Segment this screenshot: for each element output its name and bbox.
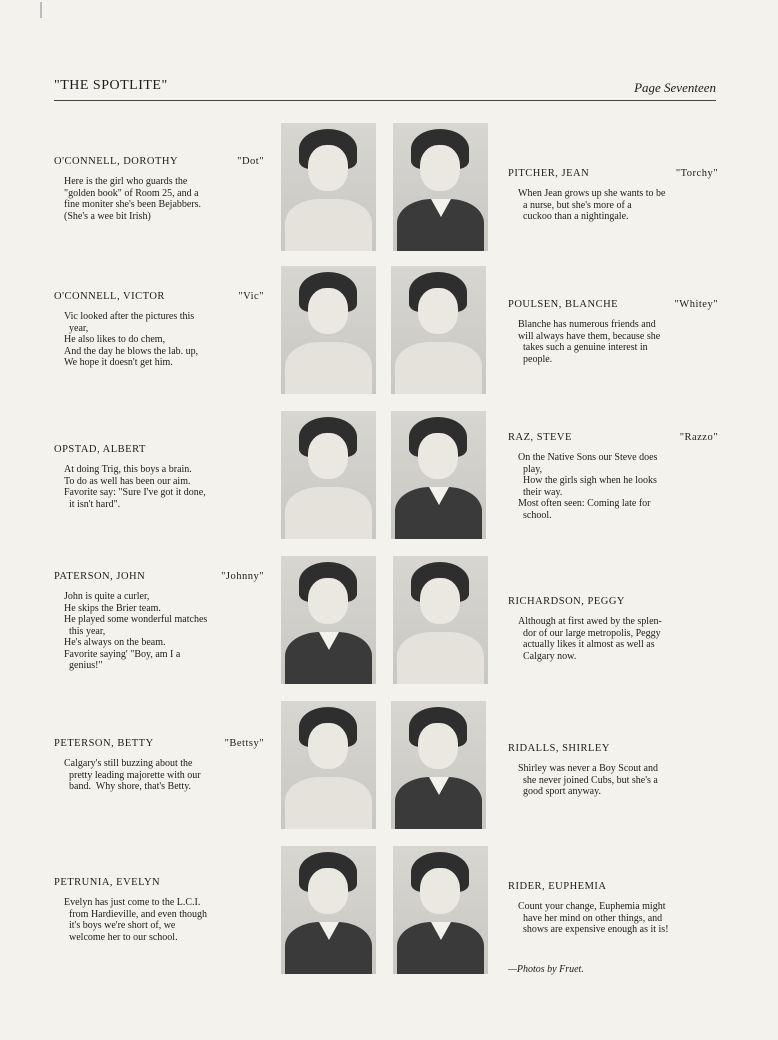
student-bio: When Jean grows up she wants to be a nurse, but she's more of a cuckoo than a nightingale.: [518, 188, 666, 222]
student-nickname: "Bettsy": [224, 738, 264, 749]
student-bio: Shirley was never a Boy Scout and she never joined Cubs, but she's a good sport anyway.: [518, 763, 658, 797]
student-photo: [391, 411, 486, 539]
student-photo: [393, 556, 488, 684]
student-bio: At doing Trig, this boys a brain. To do as well has been our aim. Favorite say: "Sure I've got it done, it isn't hard".: [64, 464, 206, 510]
student-name: OPSTAD, ALBERT: [54, 444, 146, 455]
student-nickname: "Johnny": [221, 571, 264, 582]
student-bio: Count your change, Euphemia might have her mind on other things, and shows are expensive enough as it is!: [518, 901, 669, 935]
photo-credit: —Photos by Fruet.: [508, 964, 584, 975]
page-title: "THE SPOTLITE": [54, 78, 168, 93]
student-name: O'CONNELL, DOROTHY: [54, 156, 179, 167]
student-name: O'CONNELL, VICTOR: [54, 291, 165, 302]
student-entry: [508, 168, 718, 223]
student-entry: [508, 881, 718, 936]
student-entry: [54, 156, 264, 222]
student-photo: [391, 266, 486, 394]
student-photo: [391, 701, 486, 829]
student-bio: Calgary's still buzzing about the pretty leading majorette with our band. Why shore, that's Betty.: [64, 758, 201, 792]
student-bio: Here is the girl who guards the "golden book" of Room 25, and a fine moniter she's been Bejabbers. (She's a wee bit Irish): [64, 176, 202, 222]
student-photo: [281, 846, 376, 974]
student-entry: [508, 432, 718, 521]
student-photo: [393, 123, 488, 251]
student-name: RIDER, EUPHEMIA: [508, 881, 607, 892]
student-photo: [281, 123, 376, 251]
page-number: Page Seventeen: [634, 80, 716, 95]
student-name: PITCHER, JEAN: [508, 168, 590, 179]
student-nickname: "Vic": [238, 291, 264, 302]
student-name: PATERSON, JOHN: [54, 571, 146, 582]
student-entry: [508, 299, 718, 365]
student-entry: [54, 877, 264, 943]
student-name: RIDALLS, SHIRLEY: [508, 743, 610, 754]
student-photo: [281, 556, 376, 684]
student-bio: Evelyn has just come to the L.C.I. from Hardieville, and even though it's boys we're short of, we welcome her to our school.: [64, 897, 208, 943]
student-name: RAZ, STEVE: [508, 432, 572, 443]
corner-mark: [40, 2, 48, 18]
student-nickname: "Razzo": [679, 432, 718, 443]
student-name: RICHARDSON, PEGGY: [508, 596, 626, 607]
student-name: PETERSON, BETTY: [54, 738, 154, 749]
student-entry: [54, 291, 264, 369]
page-header: [54, 78, 716, 101]
student-entry: [508, 743, 718, 798]
student-nickname: "Dot": [237, 156, 264, 167]
student-entry: [54, 571, 264, 672]
student-entry: [54, 738, 264, 793]
student-bio: Vic looked after the pictures this year, He also likes to do chem, And the day he blows the lab. up, We hope it doesn't get him.: [64, 311, 199, 368]
student-nickname: "Torchy": [675, 168, 718, 179]
student-bio: John is quite a curler, He skips the Brier team. He played some wonderful matches this year, He's always on the beam. Favorite saying' "Boy, am I a genius!": [64, 591, 208, 671]
student-photo: [281, 701, 376, 829]
student-photo: [281, 266, 376, 394]
student-bio: Although at first awed by the splen- dor of our large metropolis, Peggy actually likes it almost as well as Calgary now.: [518, 616, 662, 662]
student-name: PETRUNIA, EVELYN: [54, 877, 161, 888]
student-nickname: "Whitey": [674, 299, 718, 310]
student-entry: [508, 596, 718, 662]
student-photo: [281, 411, 376, 539]
student-entry: [54, 444, 264, 510]
student-name: POULSEN, BLANCHE: [508, 299, 619, 310]
student-bio: Blanche has numerous friends and will always have them, because she takes such a genuine interest in people.: [518, 319, 661, 365]
student-photo: [393, 846, 488, 974]
student-bio: On the Native Sons our Steve does play, How the girls sigh when he looks their way. Most often seen: Coming late for school.: [518, 452, 658, 521]
